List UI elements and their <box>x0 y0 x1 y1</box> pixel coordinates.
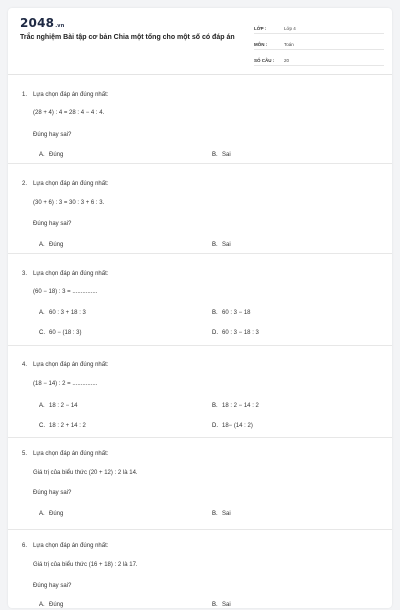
logo-text: 2048 <box>20 16 55 30</box>
option-text: 18 : 2 − 14 : 2 <box>222 403 259 409</box>
option-a[interactable] <box>39 403 78 409</box>
question-prompt: Lựa chọn đáp án đúng nhất: <box>33 271 109 277</box>
meta-key: SỐ CÂU : <box>254 58 275 63</box>
option-c[interactable] <box>39 330 82 336</box>
site-logo[interactable] <box>20 16 65 30</box>
meta-row-class <box>254 22 384 34</box>
question-number: 4. <box>22 362 28 368</box>
meta-row-count <box>254 54 384 66</box>
option-label: C. <box>39 423 45 429</box>
option-text: 18 : 2 + 14 : 2 <box>49 423 86 429</box>
meta-value: Lớp 4 <box>284 26 296 31</box>
option-text: Sai <box>222 242 231 248</box>
question-number: 6. <box>22 543 28 549</box>
option-label: A. <box>39 511 45 517</box>
question-1 <box>8 74 392 164</box>
option-b[interactable] <box>212 242 231 248</box>
option-text: Đúng <box>49 602 64 608</box>
question-2 <box>8 164 392 254</box>
question-number: 2. <box>22 181 28 187</box>
question-6 <box>8 530 392 610</box>
question-text: (18 − 14) : 2 = ............... <box>33 381 98 387</box>
option-label: B. <box>212 602 218 608</box>
option-label: A. <box>39 310 45 316</box>
question-list <box>8 74 392 610</box>
question-text: Đúng hay sai? <box>33 221 72 227</box>
option-text: 60 : 3 − 18 : 3 <box>222 330 259 336</box>
question-prompt: Lựa chọn đáp án đúng nhất: <box>33 543 109 549</box>
question-number: 3. <box>22 271 28 277</box>
option-label: A. <box>39 602 45 608</box>
meta-key: LỚP : <box>254 26 267 31</box>
option-d[interactable] <box>212 423 253 429</box>
option-label: A. <box>39 242 45 248</box>
option-text: 18− (14 : 2) <box>222 423 253 429</box>
question-4 <box>8 346 392 438</box>
question-text: Đúng hay sai? <box>33 583 72 589</box>
option-text: Sai <box>222 602 231 608</box>
option-label: B. <box>212 511 218 517</box>
option-label: D. <box>212 423 218 429</box>
option-c[interactable] <box>39 423 86 429</box>
meta-value: Toán <box>284 42 294 47</box>
option-label: A. <box>39 152 45 158</box>
option-label: A. <box>39 403 45 409</box>
worksheet-page <box>8 8 392 608</box>
option-b[interactable] <box>212 152 231 158</box>
worksheet-meta <box>254 22 384 70</box>
option-b[interactable] <box>212 511 231 517</box>
option-text: Đúng <box>49 242 64 248</box>
meta-key: MÔN : <box>254 42 268 47</box>
option-text: Sai <box>222 152 231 158</box>
option-b[interactable] <box>212 602 231 608</box>
question-5 <box>8 438 392 530</box>
question-text: (60 − 18) : 3 = ............... <box>33 289 98 295</box>
question-number: 5. <box>22 451 28 457</box>
option-text: 60 : 3 + 18 : 3 <box>49 310 86 316</box>
worksheet-title: Trắc nghiệm Bài tập cơ bản Chia một tổng cho một số có đáp án <box>20 34 235 41</box>
option-text: Sai <box>222 511 231 517</box>
option-text: Đúng <box>49 511 64 517</box>
option-a[interactable] <box>39 602 63 608</box>
option-label: B. <box>212 152 218 158</box>
option-a[interactable] <box>39 310 86 316</box>
logo-suffix: .vn <box>55 23 65 29</box>
question-prompt: Lựa chọn đáp án đúng nhất: <box>33 362 109 368</box>
option-d[interactable] <box>212 330 259 336</box>
meta-value: 20 <box>284 58 290 63</box>
question-text: Đúng hay sai? <box>33 490 72 496</box>
question-prompt: Lựa chọn đáp án đúng nhất: <box>33 92 109 98</box>
option-label: B. <box>212 403 218 409</box>
question-text: (30 + 6) : 3 = 30 : 3 + 6 : 3. <box>33 200 105 206</box>
option-a[interactable] <box>39 242 63 248</box>
question-text: (28 + 4) : 4 = 28 : 4 − 4 : 4. <box>33 110 105 116</box>
question-text: Giá trị của biểu thức (16 + 18) : 2 là 17. <box>33 562 138 568</box>
meta-row-subject <box>254 38 384 50</box>
question-text: Đúng hay sai? <box>33 132 72 138</box>
question-prompt: Lựa chọn đáp án đúng nhất: <box>33 451 109 457</box>
option-text: 60 − (18 : 3) <box>49 330 82 336</box>
option-text: Đúng <box>49 152 64 158</box>
option-b[interactable] <box>212 310 251 316</box>
option-label: B. <box>212 242 218 248</box>
option-text: 18 : 2 − 14 <box>49 403 78 409</box>
question-3 <box>8 254 392 346</box>
option-a[interactable] <box>39 152 63 158</box>
option-text: 60 : 3 − 18 <box>222 310 251 316</box>
option-label: B. <box>212 310 218 316</box>
option-a[interactable] <box>39 511 63 517</box>
question-text: Giá trị của biểu thức (20 + 12) : 2 là 14. <box>33 470 138 476</box>
option-label: D. <box>212 330 218 336</box>
worksheet-header <box>8 8 392 68</box>
option-b[interactable] <box>212 403 259 409</box>
option-label: C. <box>39 330 45 336</box>
question-prompt: Lựa chọn đáp án đúng nhất: <box>33 181 109 187</box>
question-number: 1. <box>22 92 28 98</box>
